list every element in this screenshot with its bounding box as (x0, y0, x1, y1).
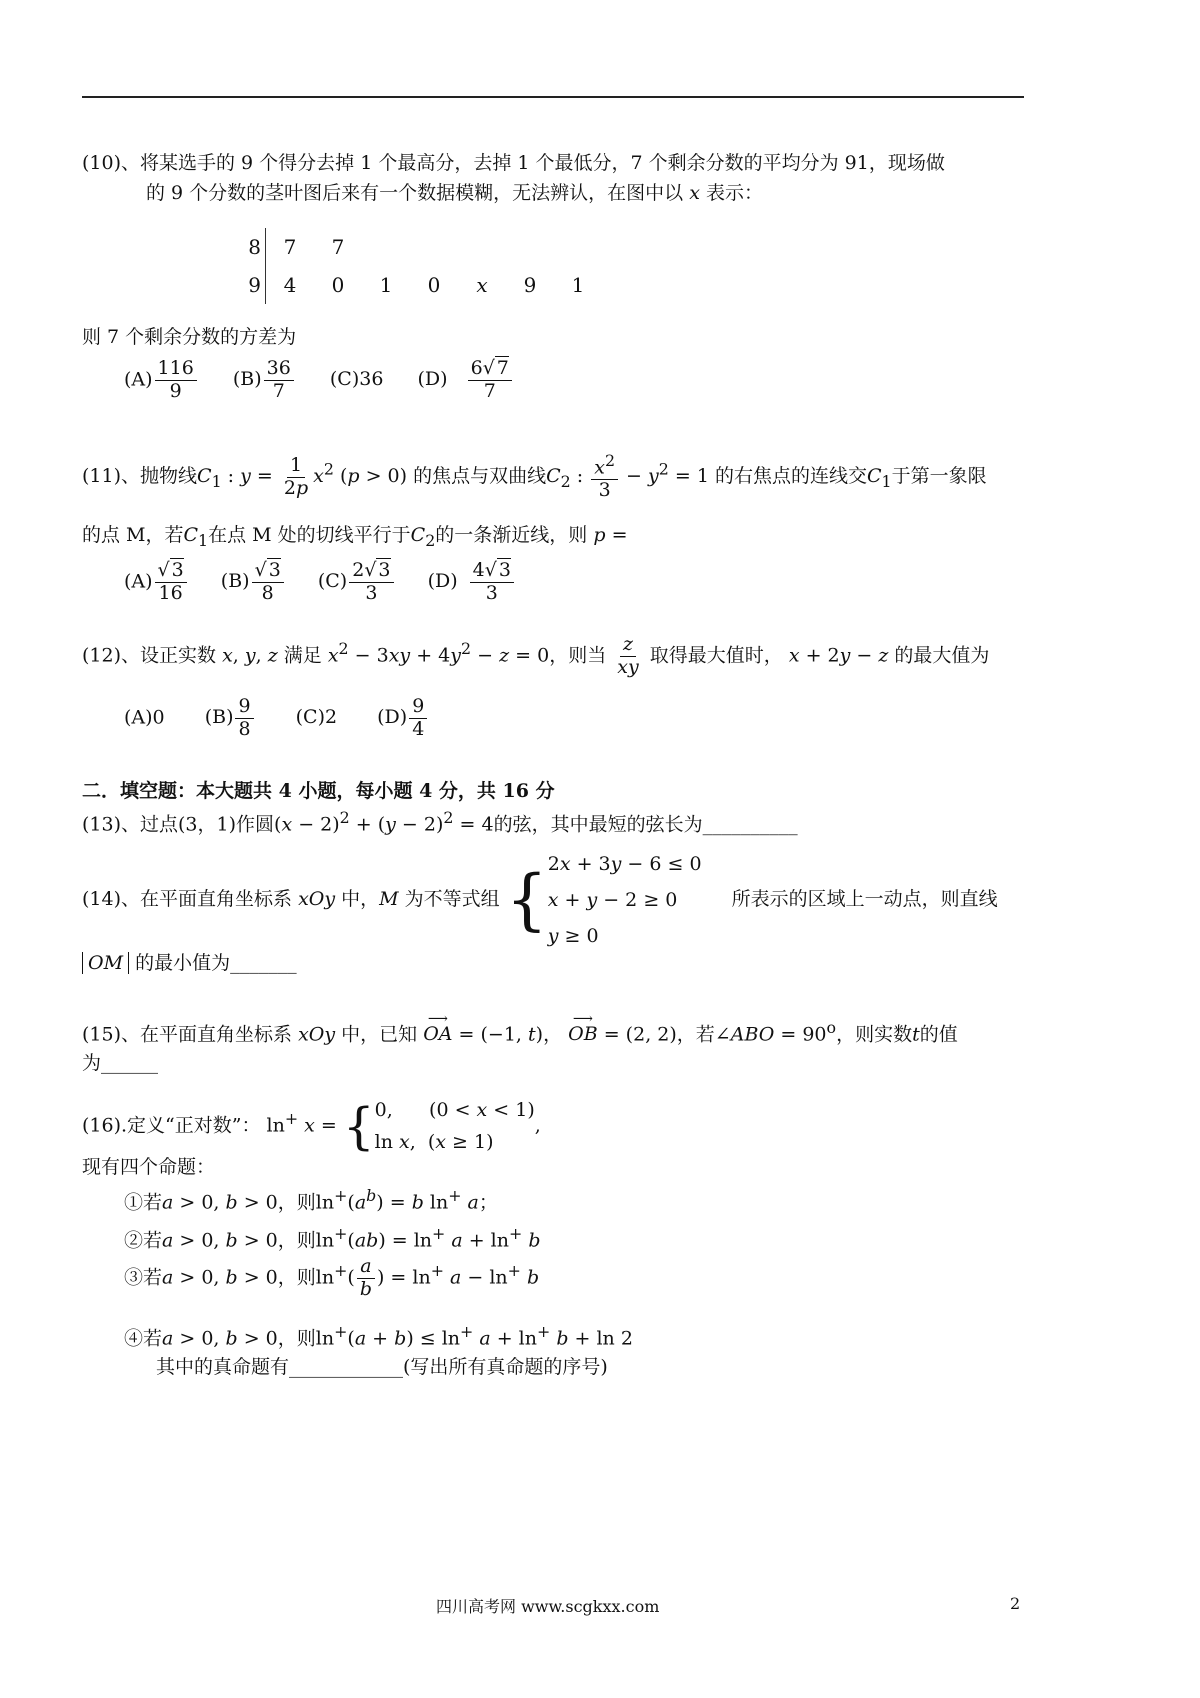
q15-line1: (15)、在平面直角坐标系 xOy 中，已知 ⟶ OA = (−1, t)， ⟶ OB = (2, 2)，若∠ABO = $90^o$，则实数t的值 (82, 1011, 958, 1046)
footer-site: 四川高考网 www.scgkxx.com (436, 1597, 660, 1616)
stem-row: 8 7 7 (245, 228, 602, 266)
q10-line1: (10)、将某选手的 9 个得分去掉 1 个最高分，去掉 1 个最低分，7 个剩余分数的平均分为 91，现场做 (82, 152, 945, 174)
q11-line2: 的点 M，若$C_1$在点 M 处的切线平行于$C_2$的一条渐近线，则 p = (82, 524, 628, 550)
q10-question: 则 7 个剩余分数的方差为 (82, 326, 297, 348)
q16-proposition-2: ②若a > 0, b > 0，则ln+(ab) = ln+ a + ln+ b (124, 1224, 541, 1252)
q16-proposition-1: ①若a > 0, b > 0，则$\ln^+(a^b) = b$ ln+ a； (124, 1186, 498, 1214)
q16-answer-line: 其中的真命题有____________(写出所有真命题的序号) (156, 1356, 608, 1378)
q12-options: (A)0 (B) $\frac{9}{8}$ (C)2 (D) $\frac{9}{4}$ (124, 696, 429, 741)
q16-definition: (16).定义“正对数”： ln+ x = { 0, (0 < x < 1) ln x, (x ≥ 1) , (82, 1097, 541, 1156)
q10-options: (A) $\frac{116}{9}$ (B) $\frac{36}{7}$ (C)36 (D) $\frac{6√ 7}{7}$ (124, 358, 514, 403)
header-rule (82, 96, 1024, 98)
q16-proposition-4: ④若a > 0, b > 0，则ln+(a + b) ≤ ln+ a + ln+ b + ln 2 (124, 1322, 633, 1350)
page-number: 2 (1010, 1594, 1021, 1613)
q12-line1: (12)、设正实数 x, y, z 满足 $x^2 - 3xy + 4y^2 - z = 0$，则当 $\frac{z}{xy}$ 取得最大值时， x + 2y − z 的最大值为 (82, 633, 990, 678)
q15-line2: 为______ (82, 1052, 159, 1074)
stem-row: 9 4 0 1 0 x 9 1 (245, 266, 602, 304)
section-heading: 二．填空题：本大题共 4 小题，每小题 4 分，共 16 分 (82, 780, 555, 802)
q10-line2: 的 9 个分数的茎叶图后来有一个数据模糊，无法辨认，在图中以 x 表示： (146, 182, 763, 204)
q14-line1: (14)、在平面直角坐标系 xOy 中，M 为不等式组 { 2x + 3y − 6 ≤ 0 x + y − 2 ≥ 0 y ≥ 0 所表示的区域上一动点，则直线 (82, 853, 998, 948)
q14-line2: OM 的最小值为_______ (82, 948, 297, 975)
q11-options: (A) $\frac{√ 3}{16}$ (B) $\frac{√ 3}{8}$ (C) $\frac{2√ 3}{3}$ (D) $\frac{4√ 3}{3}$ (124, 560, 516, 605)
q11-line1: (11)、抛物线$C_1$ : y = $\frac{1}{2p}$ $x^2$ (p > 0) 的焦点与双曲线$C_2$ : $\frac{x^2}{3}$ − $y^2 = 1$ 的右焦点的连线交$C_1$于第一象限 (82, 451, 987, 502)
q16-proposition-3: ③若a > 0, b > 0，则ln+( $\frac{a}{b}$ ) = ln+ a − ln+ b (124, 1255, 540, 1300)
q13-line: (13)、过点(3，1)作圆$(x - 2)^2 + (y - 2)^2 = 4$的弦，其中最短的弦长为__________ (82, 808, 798, 836)
stem-leaf-plot (245, 228, 602, 304)
q16-intro: 现有四个命题： (82, 1156, 216, 1178)
